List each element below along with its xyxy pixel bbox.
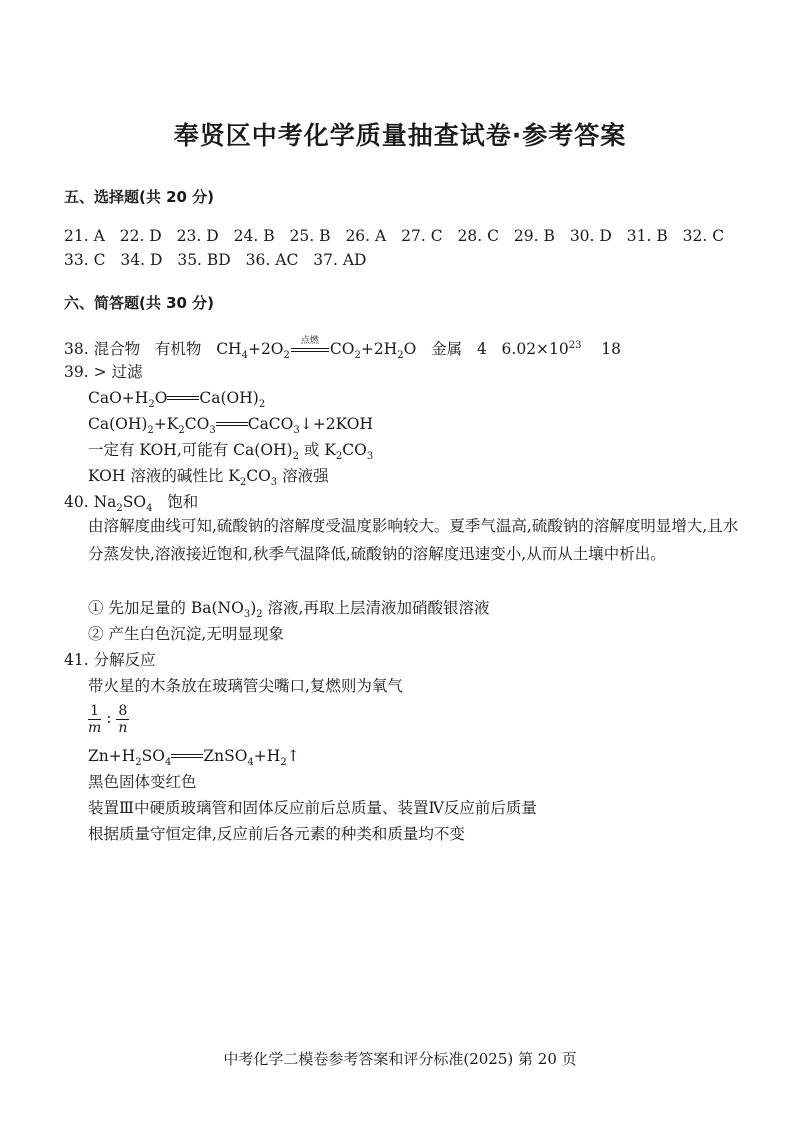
mc-answer: 34. D	[120, 251, 163, 269]
fraction: $\frac{8}{n}$	[118, 702, 128, 736]
answer-text: 4	[476, 340, 487, 359]
mc-answer: 35. BD	[177, 251, 231, 269]
mc-answer: 33. C	[64, 251, 106, 269]
answer-text: 饱和	[167, 493, 199, 511]
q41-line-6: 装置Ⅲ中硬质玻璃管和固体反应前后总质量、装置Ⅳ反应前后质量	[88, 799, 537, 817]
mc-answer: 27. C	[401, 227, 443, 245]
mc-answer: 22. D	[119, 227, 162, 245]
mc-answer: 31. B	[626, 227, 668, 245]
mc-answer: 36. AC	[245, 251, 299, 269]
q41-line-5: 黑色固体变红色	[88, 773, 197, 791]
q41-equation: $Zn+H_2SO_4$ $ZnSO_4+H_2↑$	[88, 747, 300, 769]
question-number: 40.	[64, 493, 89, 511]
answer-text: $Na_2SO_4$	[93, 493, 153, 515]
answer-text: > 过滤	[93, 363, 143, 381]
q40-explanation: 由溶解度曲线可知,硫酸钠的溶解度受温度影响较大。夏季气温高,硫酸钠的溶解度明显增大,且水分蒸发快,溶液接近饱和,秋季气温降低,硫酸钠的溶解度迅速变小,从而从土壤中析出。	[88, 517, 739, 563]
q38-answer	[64, 336, 621, 366]
q41-line-7: 根据质量守恒定律,反应前后各元素的种类和质量均不变	[88, 825, 465, 843]
answer-text: 有机物	[154, 340, 202, 359]
section-5-heading: 五、选择题(共 20 分)	[64, 188, 215, 206]
mc-answer: 23. D	[176, 227, 219, 245]
combustion-equation: $CH_4+2O_2$ 点燃 $CO_2+2H_2O$	[216, 336, 417, 362]
page-footer: 中考化学二模卷参考答案和评分标准(2025) 第 20 页	[223, 1050, 577, 1068]
q39-line-5: KOH 溶液的碱性比 $K_2CO_3$ 溶液强	[88, 467, 329, 489]
question-number: 39.	[64, 363, 89, 381]
q39-equation-2: $Ca(OH)_2+K_2CO_3$ CaCO$_3$↓+2KOH	[88, 415, 373, 437]
mc-answer: 28. C	[457, 227, 499, 245]
mc-answer: 21. A	[64, 227, 105, 245]
q41-answer	[64, 650, 156, 670]
fraction: $\frac{1}{m}$	[88, 702, 102, 736]
q40-step-2: ② 产生白色沉淀,无明显现象	[88, 625, 284, 643]
answer-text: 混合物	[93, 340, 141, 359]
answer-text: 18	[601, 340, 621, 359]
mc-answers-row-2	[64, 250, 376, 270]
q40-step-1: ① 先加足量的 $Ba(NO_3)_2$ 溶液,再取上层清液加硝酸银溶液	[88, 599, 490, 621]
q41-ratio: $\frac{1}{m}$ : $\frac{8}{n}$	[88, 702, 128, 736]
answer-text: 分解反应	[93, 651, 156, 669]
page-title: 奉贤区中考化学质量抽查试卷·参考答案	[173, 121, 627, 150]
mc-answer: 26. A	[345, 227, 387, 245]
q39-line-4: 一定有 KOH,可能有 $Ca(OH)_2$ 或 $K_2CO_3$	[88, 441, 374, 463]
mc-answer: 25. B	[289, 227, 331, 245]
question-number: 41.	[64, 651, 89, 669]
answer-text: 金属	[431, 340, 463, 359]
q39-equation-1: $CaO+H_2O$ $Ca(OH)_2$	[88, 389, 266, 411]
answer-text: $6.02\times 10^{23}$	[501, 340, 582, 359]
mc-answer: 37. AD	[313, 251, 367, 269]
mc-answer: 30. D	[569, 227, 612, 245]
section-6-heading: 六、简答题(共 30 分)	[64, 294, 215, 312]
q41-line-2: 带火星的木条放在玻璃管尖嘴口,复燃则为氧气	[88, 677, 403, 695]
question-number: 38.	[64, 340, 89, 359]
mc-answers-row-1	[64, 226, 734, 246]
mc-answer: 24. B	[233, 227, 275, 245]
q39-answer	[64, 362, 143, 382]
mc-answer: 29. B	[513, 227, 555, 245]
mc-answer: 32. C	[682, 227, 725, 245]
